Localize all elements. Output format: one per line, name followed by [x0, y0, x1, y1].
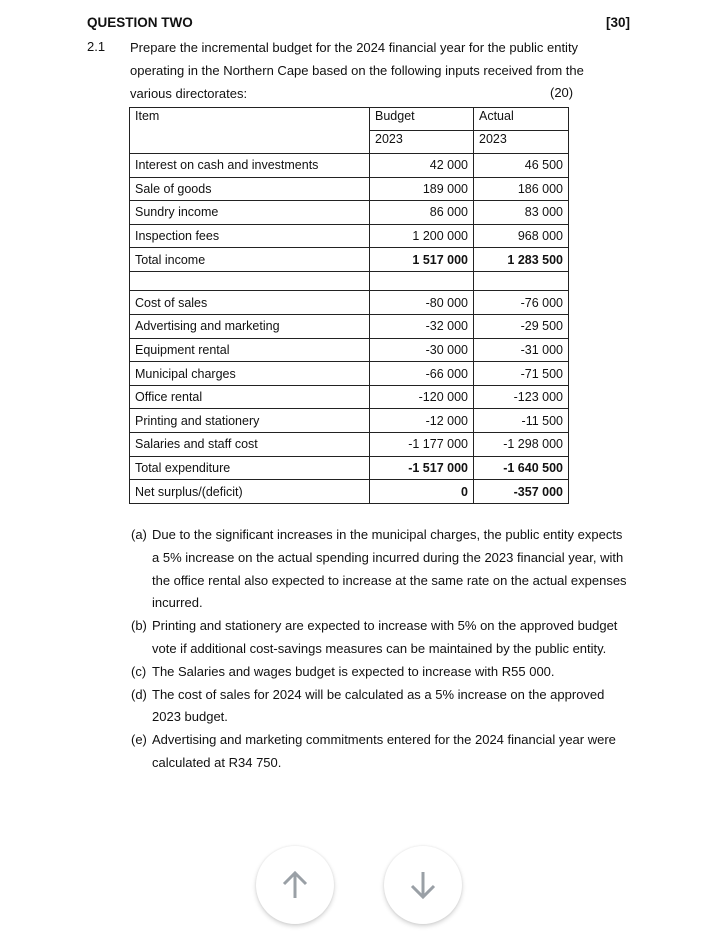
- scroll-down-button[interactable]: [384, 846, 462, 924]
- note-item: [131, 524, 631, 615]
- row-actual: -31 000: [474, 338, 569, 362]
- note-item: [131, 615, 631, 661]
- row-budget: -1 177 000: [370, 433, 474, 457]
- note-label: (b): [131, 618, 147, 634]
- row-item: Interest on cash and investments: [130, 154, 370, 178]
- row-budget: 0: [370, 480, 474, 504]
- row-budget: 1 200 000: [370, 224, 474, 248]
- row-item: Sale of goods: [130, 177, 370, 201]
- row-actual: -11 500: [474, 409, 569, 433]
- row-actual: 186 000: [474, 177, 569, 201]
- row-budget: 86 000: [370, 201, 474, 225]
- row-actual: 83 000: [474, 201, 569, 225]
- row-budget: -120 000: [370, 385, 474, 409]
- blank-cell: [130, 271, 370, 291]
- header-item: Item: [130, 108, 370, 154]
- total-marks: [30]: [606, 15, 631, 30]
- spacer-row: [130, 271, 569, 291]
- table-row: [130, 338, 569, 362]
- note-label: (d): [131, 686, 147, 702]
- note-text: Advertising and marketing commitments entered for the 2024 financial year were calculated at R34 750.: [152, 732, 616, 770]
- table-row: [130, 201, 569, 225]
- blank-cell: [474, 271, 569, 291]
- row-item: Total income: [130, 248, 370, 272]
- header-actual: Actual: [474, 108, 569, 131]
- header-budget: Budget: [370, 108, 474, 131]
- row-budget: 189 000: [370, 177, 474, 201]
- row-budget: -30 000: [370, 338, 474, 362]
- row-actual: -123 000: [474, 385, 569, 409]
- note-item: [131, 661, 631, 684]
- table-row: [130, 154, 569, 178]
- table-row: [130, 291, 569, 315]
- row-item: Printing and stationery: [130, 409, 370, 433]
- question-title: QUESTION TWO: [87, 15, 193, 30]
- row-actual: 1 283 500: [474, 248, 569, 272]
- row-budget: -12 000: [370, 409, 474, 433]
- note-item: [131, 684, 631, 730]
- row-budget: -66 000: [370, 362, 474, 386]
- arrow-down-icon: [409, 869, 437, 901]
- table-row: [130, 177, 569, 201]
- notes-list: [131, 524, 631, 775]
- total-expenditure-row: [130, 456, 569, 480]
- note-text: Printing and stationery are expected to increase with 5% on the approved budget vote if additional cost-savings measures can be maintained by the public entity.: [152, 618, 618, 656]
- table-row: [130, 362, 569, 386]
- row-actual: 968 000: [474, 224, 569, 248]
- row-item: Office rental: [130, 385, 370, 409]
- row-actual: -29 500: [474, 315, 569, 339]
- row-item: Total expenditure: [130, 456, 370, 480]
- budget-table: [129, 107, 569, 504]
- note-label: (a): [131, 527, 147, 542]
- row-item: Equipment rental: [130, 338, 370, 362]
- table-row: [130, 315, 569, 339]
- table-header-row: [130, 108, 569, 131]
- row-budget: 1 517 000: [370, 248, 474, 272]
- note-text: The cost of sales for 2024 will be calculated as a 5% increase on the approved 2023 budget.: [152, 686, 605, 725]
- row-item: Salaries and staff cost: [130, 433, 370, 457]
- row-actual: -1 298 000: [474, 433, 569, 457]
- table-row: [130, 224, 569, 248]
- row-item: Municipal charges: [130, 362, 370, 386]
- net-surplus-row: [130, 480, 569, 504]
- header-budget-year: 2023: [370, 131, 474, 154]
- note-label: (e): [131, 732, 147, 748]
- question-marks: (20): [550, 85, 574, 100]
- row-item: Net surplus/(deficit): [130, 480, 370, 504]
- row-item: Inspection fees: [130, 224, 370, 248]
- row-budget: -80 000: [370, 291, 474, 315]
- table-row: [130, 433, 569, 457]
- row-budget: -32 000: [370, 315, 474, 339]
- table-row: [130, 385, 569, 409]
- arrow-up-icon: [281, 869, 309, 901]
- row-budget: -1 517 000: [370, 456, 474, 480]
- total-income-row: [130, 248, 569, 272]
- question-text: Prepare the incremental budget for the 2024 financial year for the public entity operating in the Northern Cape based on the following inputs received from the various directorates:: [130, 40, 584, 101]
- table-row: [130, 409, 569, 433]
- scroll-up-button[interactable]: [256, 846, 334, 924]
- row-item: Sundry income: [130, 201, 370, 225]
- row-actual: -71 500: [474, 362, 569, 386]
- row-item: Advertising and marketing: [130, 315, 370, 339]
- note-item: [131, 729, 631, 775]
- row-actual: -76 000: [474, 291, 569, 315]
- note-text: The Salaries and wages budget is expected to increase with R55 000.: [152, 663, 555, 679]
- row-item: Cost of sales: [130, 291, 370, 315]
- note-text: Due to the significant increases in the municipal charges, the public entity expects a 5% increase on the actual spending incurred during the 2023 financial year, with the office rental also expected to increase at the same rate on the actual expenses incurred.: [152, 527, 627, 611]
- blank-cell: [370, 271, 474, 291]
- question-number: 2.1: [87, 39, 106, 54]
- row-actual: -1 640 500: [474, 456, 569, 480]
- note-label: (c): [131, 663, 147, 679]
- header-actual-year: 2023: [474, 131, 569, 154]
- row-budget: 42 000: [370, 154, 474, 178]
- row-actual: -357 000: [474, 480, 569, 504]
- row-actual: 46 500: [474, 154, 569, 178]
